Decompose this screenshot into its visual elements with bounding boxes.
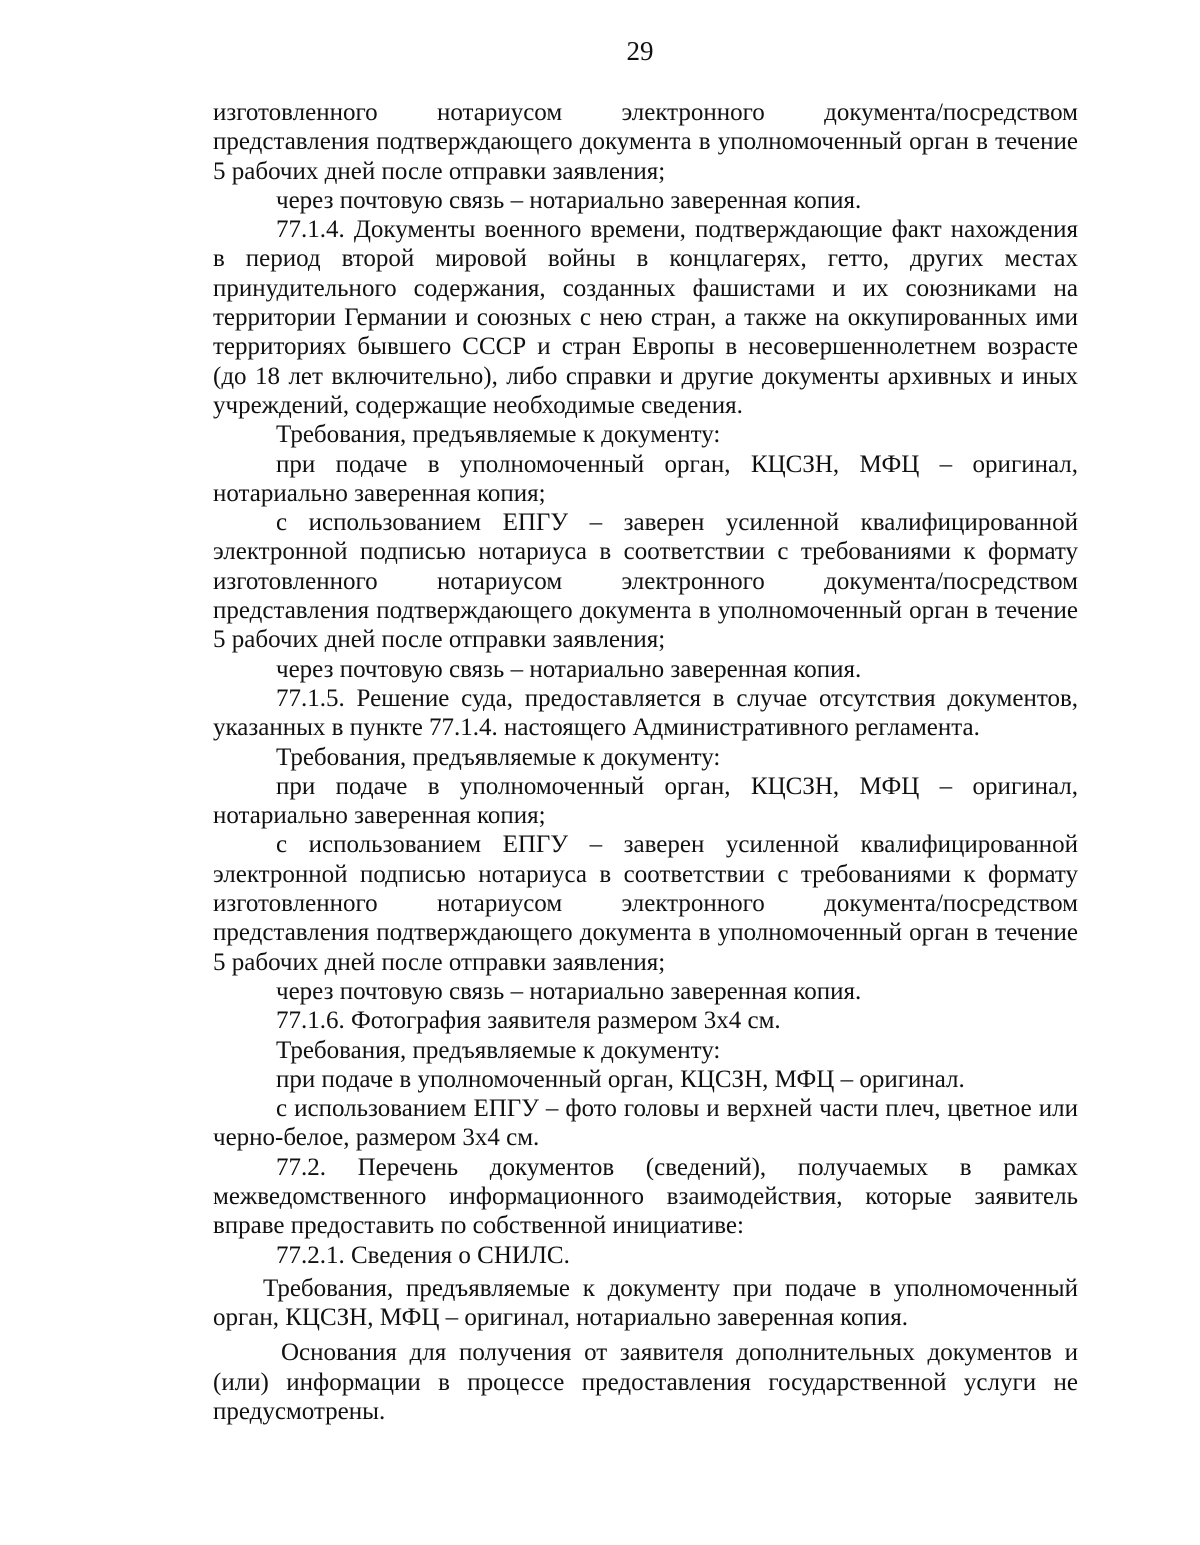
- paragraph: изготовленного нотариусом электронного документа/посредством представления подтверждающего документа в уполномоченный орган в течение 5 рабочих дней после отправки заявления;: [213, 99, 1078, 185]
- paragraph: 77.2.1. Сведения о СНИЛС.: [276, 1241, 570, 1269]
- paragraph: через почтовую связь – нотариально заверенная копия.: [276, 977, 862, 1005]
- page-number: 29: [626, 36, 654, 66]
- paragraph: 77.1.6. Фотография заявителя размером 3х4 см.: [276, 1007, 781, 1035]
- paragraph: с использованием ЕПГУ – заверен усиленной квалифицированной электронной подписью нотариуса в соответствии с требованиями к формату изготовленного нотариусом электронного документа/посредством представления подтверждающего документа в уполномоченный орган в течение 5 рабочих дней после отправки заявления;: [213, 831, 1078, 976]
- paragraph: через почтовую связь – нотариально заверенная копия.: [276, 186, 862, 214]
- paragraph: Требования, предъявляемые к документу при подаче в уполномоченный орган, КЦСЗН, МФЦ – оригинал, нотариально заверенная копия.: [213, 1274, 1078, 1332]
- paragraph: с использованием ЕПГУ – фото головы и верхней части плеч, цветное или черно-белое, размером 3х4 см.: [213, 1095, 1078, 1152]
- paragraph: через почтовую связь – нотариально заверенная копия.: [276, 655, 862, 683]
- paragraph: Требования, предъявляемые к документу:: [276, 743, 721, 771]
- paragraph: 77.1.5. Решение суда, предоставляется в случае отсутствия документов, указанных в пункте 77.1.4. настоящего Административного регламента.: [213, 684, 1078, 742]
- paragraph: при подаче в уполномоченный орган, КЦСЗН, МФЦ – оригинал, нотариально заверенная копия;: [213, 450, 1078, 507]
- paragraph: 77.2. Перечень документов (сведений), получаемых в рамках межведомственного информационного взаимодействия, которые заявитель вправе предоставить по собственной инициативе:: [213, 1153, 1078, 1240]
- paragraph: 77.1.4. Документы военного времени, подтверждающие факт нахождения в период второй мировой войны в концлагерях, гетто, других местах принудительного содержания, созданных фашистами и их союзниками на территории Германии и союзных с нею стран, а также на оккупированных ими территориях бывшего СССР и стран Европы в несовершеннолетнем возрасте (до 18 лет включительно), либо справки и другие документы архивных и иных учреждений, содержащие необходимые сведения.: [213, 216, 1078, 419]
- paragraph: Основания для получения от заявителя дополнительных документов и (или) информации в процессе предоставления государственной услуги не предусмотрены.: [213, 1339, 1078, 1426]
- document-body: [213, 98, 1078, 1426]
- paragraph: с использованием ЕПГУ – заверен усиленной квалифицированной электронной подписью нотариуса в соответствии с требованиями к формату изготовленного нотариусом электронного документа/посредством представления подтверждающего документа в уполномоченный орган в течение 5 рабочих дней после отправки заявления;: [213, 509, 1078, 654]
- paragraph: при подаче в уполномоченный орган, КЦСЗН, МФЦ – оригинал.: [276, 1065, 965, 1093]
- paragraph: Требования, предъявляемые к документу:: [276, 1036, 721, 1064]
- paragraph: Требования, предъявляемые к документу:: [276, 421, 721, 449]
- paragraph: при подаче в уполномоченный орган, КЦСЗН, МФЦ – оригинал, нотариально заверенная копия;: [213, 772, 1078, 830]
